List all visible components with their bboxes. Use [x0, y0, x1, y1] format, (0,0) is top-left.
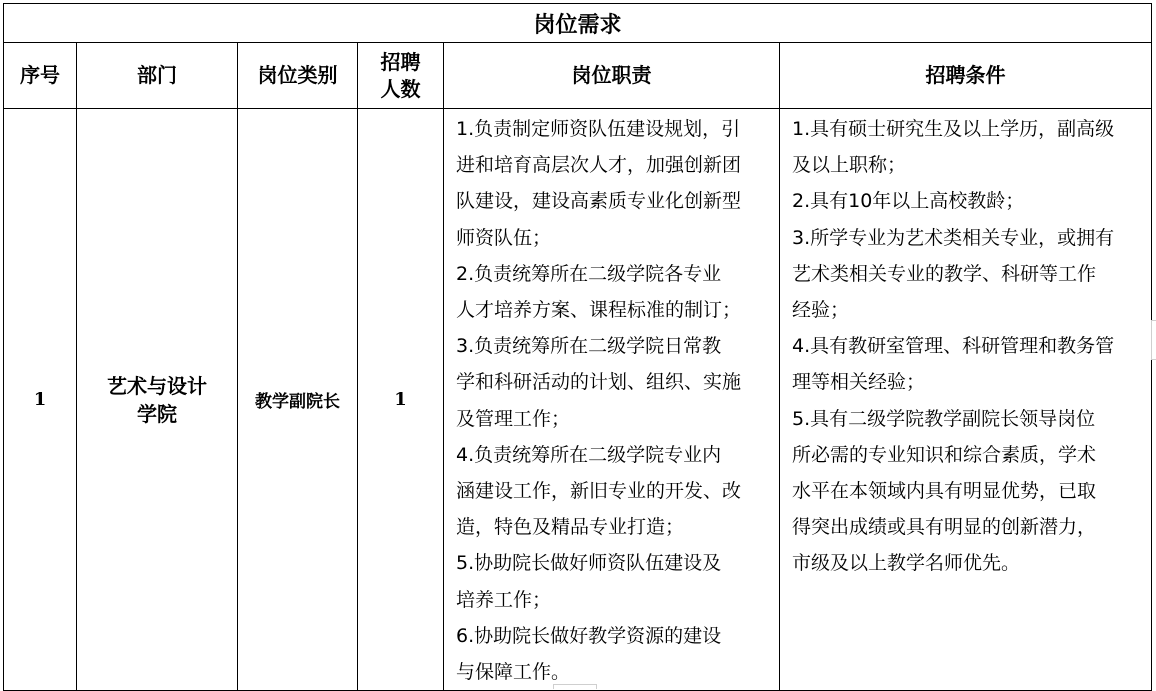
requirements-line: 4.具有教研室管理、科研管理和教务管 — [792, 335, 1115, 358]
table-title: 岗位需求 — [4, 4, 1152, 43]
duties-line: 涵建设工作，新旧专业的开发、改 — [456, 480, 742, 503]
requirements-line: 所必需的专业知识和综合素质，学术 — [792, 443, 1097, 466]
duties-line: 4.负责统筹所在二级学院专业内 — [456, 443, 722, 466]
cell-headcount: 1 — [358, 109, 444, 691]
requirements-line: 3.所学专业为艺术类相关专业，或拥有 — [792, 226, 1115, 249]
header-headcount — [358, 43, 444, 109]
cell-requirements — [780, 109, 1152, 691]
side-scroll-handle[interactable] — [1151, 320, 1156, 360]
duties-line: 及管理工作； — [456, 407, 571, 430]
duties-line: 进和培育高层次人才，加强创新团 — [456, 154, 742, 177]
table-row — [4, 109, 1152, 691]
duties-line: 学和科研活动的计划、组织、实施 — [456, 371, 742, 394]
duties-line: 3.负责统筹所在二级学院日常教 — [456, 335, 722, 358]
requirements-line: 经验； — [792, 299, 850, 322]
requirements-line: 理等相关经验； — [792, 371, 926, 394]
requirements-line: 市级及以上教学名师优先。 — [792, 552, 1021, 575]
requirements-line: 及以上职称； — [792, 154, 907, 177]
requirements-line: 艺术类相关专业的教学、科研等工作 — [792, 262, 1097, 285]
duties-line: 师资队伍； — [456, 226, 552, 249]
cell-department — [77, 109, 238, 691]
duties-line: 1.负责制定师资队伍建设规划，引 — [456, 118, 741, 140]
requirements-line: 得突出成绩或具有明显的创新潜力， — [792, 516, 1097, 539]
header-row — [4, 43, 1152, 109]
requirements-line: 5.具有二级学院教学副院长领导岗位 — [792, 407, 1096, 430]
job-requirements-table — [3, 3, 1152, 691]
requirements-line: 2.具有10年以上高校教龄； — [792, 190, 1025, 213]
header-headcount-line2: 人数 — [380, 76, 421, 101]
duties-line: 培养工作； — [456, 588, 552, 611]
header-requirements: 招聘条件 — [780, 43, 1152, 109]
cell-department-line1: 艺术与设计 — [107, 373, 207, 398]
duties-line: 6.协助院长做好教学资源的建设 — [456, 624, 722, 647]
duties-line: 5.协助院长做好师资队伍建设及 — [456, 552, 722, 575]
header-headcount-line1: 招聘 — [380, 49, 421, 74]
duties-line: 人才培养方案、课程标准的制订； — [456, 299, 742, 322]
duties-line: 队建设，建设高素质专业化创新型 — [456, 190, 742, 213]
requirements-line: 1.具有硕士研究生及以上学历，副高级 — [792, 118, 1115, 140]
header-job-type: 岗位类别 — [238, 43, 358, 109]
header-department: 部门 — [77, 43, 238, 109]
duties-line: 2.负责统筹所在二级学院各专业 — [456, 262, 722, 285]
cell-seq: 1 — [4, 109, 77, 691]
duties-line: 造，特色及精品专业打造； — [456, 516, 685, 539]
header-duties: 岗位职责 — [444, 43, 780, 109]
bottom-scroll-handle[interactable] — [553, 684, 597, 689]
cell-duties — [444, 109, 780, 691]
cell-job-type: 教学副院长 — [238, 109, 358, 691]
duties-line: 与保障工作。 — [456, 661, 571, 684]
header-seq: 序号 — [4, 43, 77, 109]
cell-department-line2: 学院 — [137, 401, 177, 426]
requirements-line: 水平在本领域内具有明显优势，已取 — [792, 480, 1097, 503]
